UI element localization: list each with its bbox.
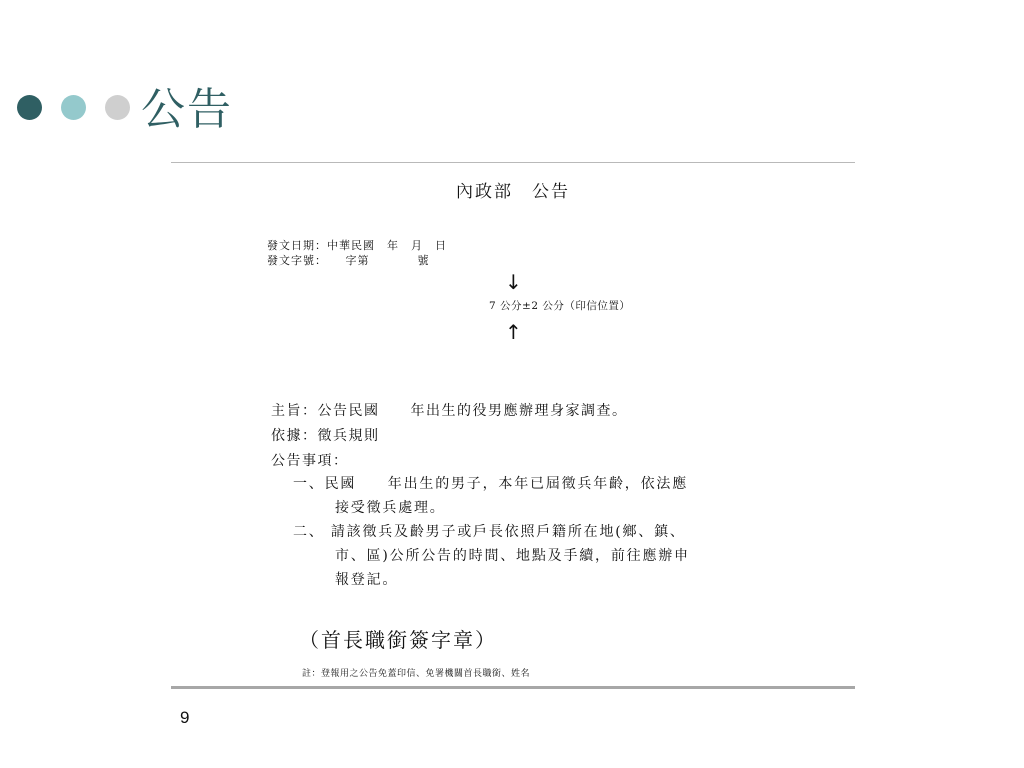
bullet-dot-dark [17, 95, 42, 120]
item2-line1: 二、 請該徵兵及齡男子或戶長依照戶籍所在地(鄉、鎮、 [293, 524, 686, 540]
bullet-dot-gray [105, 95, 130, 120]
footnote: 註：登報用之公告免蓋印信、免署機關首長職銜、姓名 [302, 669, 531, 679]
issue-date-line: 發文日期：中華民國 年 月 日 [267, 239, 447, 252]
issue-number-line: 發文字號： 字第 號 [267, 254, 430, 267]
item1-line1: 一、民國 年出生的男子，本年已屆徵兵年齡，依法應 [293, 476, 688, 492]
page-number: 9 [180, 708, 190, 727]
item1-line2: 接受徵兵處理。 [335, 500, 446, 516]
signature-stamp-line: （首長職銜簽字章） [299, 628, 497, 652]
arrow-up-icon: ↑ [505, 320, 522, 344]
basis-line: 依據：徵兵規則 [271, 428, 380, 444]
bottom-divider [171, 686, 855, 689]
top-divider [171, 162, 855, 163]
item2-line3: 報登記。 [335, 572, 399, 588]
bullet-dot-light [61, 95, 86, 120]
items-heading: 公告事項： [271, 453, 349, 469]
arrow-down-icon: ↓ [505, 270, 522, 294]
subject-line: 主旨：公告民國 年出生的役男應辦理身家調查。 [271, 403, 628, 419]
stamp-position-note: 7 公分±2 公分（印信位置） [489, 300, 631, 312]
slide-title: 公告 [141, 84, 233, 135]
item2-line2: 市、區)公所公告的時間、地點及手續，前往應辦申 [335, 548, 690, 564]
scanned-announcement [171, 162, 855, 690]
document-title: 內政部 公告 [456, 182, 570, 202]
